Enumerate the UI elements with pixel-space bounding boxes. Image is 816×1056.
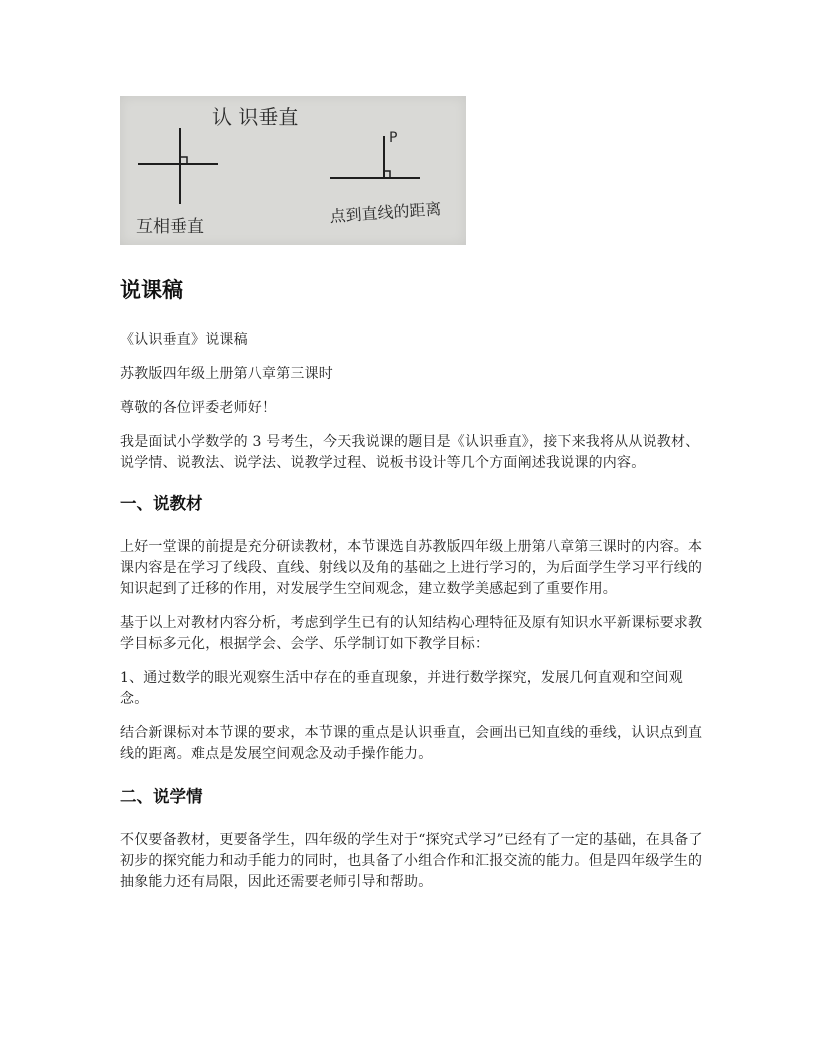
paragraph-intro: 我是面试小学数学的 3 号考生，今天我说课的题目是《认识垂直》，接下来我将从从说教材、说学情、说教法、说学法、说教学过程、说板书设计等几个方面阐述我说课的内容。 <box>120 434 700 471</box>
right-caption: 点到直线的距离 <box>328 199 443 226</box>
left-caption: 互相垂直 <box>136 217 204 237</box>
document-heading: 说课稿 <box>120 278 183 302</box>
figure-title: 认 识垂直 <box>212 105 299 129</box>
paragraph-greeting: 尊敬的各位评委老师好！ <box>120 400 277 416</box>
section-heading-students: 二、说学情 <box>120 787 203 806</box>
textbook-paragraph-4: 结合新课标对本节课的要求，本节课的重点是认识垂直，会画出已知直线的垂线，认识点到直线的距离。难点是发展空间观念及动手操作能力。 <box>120 725 703 762</box>
paragraph-edition-line: 苏教版四年级上册第八章第三课时 <box>120 366 333 382</box>
textbook-paragraph-2: 基于以上对教材内容分析，考虑到学生已有的认知结构心理特征及原有知识水平新课标要求教学目标多元化，根据学会、会学、乐学制订如下教学目标： <box>120 615 703 652</box>
section-heading-textbook: 一、说教材 <box>120 494 203 513</box>
document-page <box>120 96 710 893</box>
point-label: P <box>389 130 398 146</box>
students-paragraph-1: 不仅要备教材，更要备学生，四年级的学生对于“探究式学习”已经有了一定的基础，在具备了初步的探究能力和动手能力的同时，也具备了小组合作和汇报交流的能力。但是四年级学生的抽象能力还有局限，因此还需要老师引导和帮助。 <box>120 832 703 890</box>
handwritten-figure <box>120 96 466 245</box>
paragraph-title-line: 《认识垂直》说课稿 <box>120 332 248 348</box>
textbook-paragraph-1: 上好一堂课的前提是充分研读教材，本节课选自苏教版四年级上册第八章第三课时的内容。本课内容是在学习了线段、直线、射线以及角的基础之上进行学习的，为后面学生学习平行线的知识起到了迁移的作用，对发展学生空间观念，建立数学美感起到了重要作用。 <box>120 539 703 597</box>
left-right-angle-mark <box>180 157 187 164</box>
textbook-paragraph-3: 1、通过数学的眼光观察生活中存在的垂直现象，并进行数学探究，发展几何直观和空间观念。 <box>120 670 683 707</box>
perpendicular-sketch <box>120 96 466 245</box>
